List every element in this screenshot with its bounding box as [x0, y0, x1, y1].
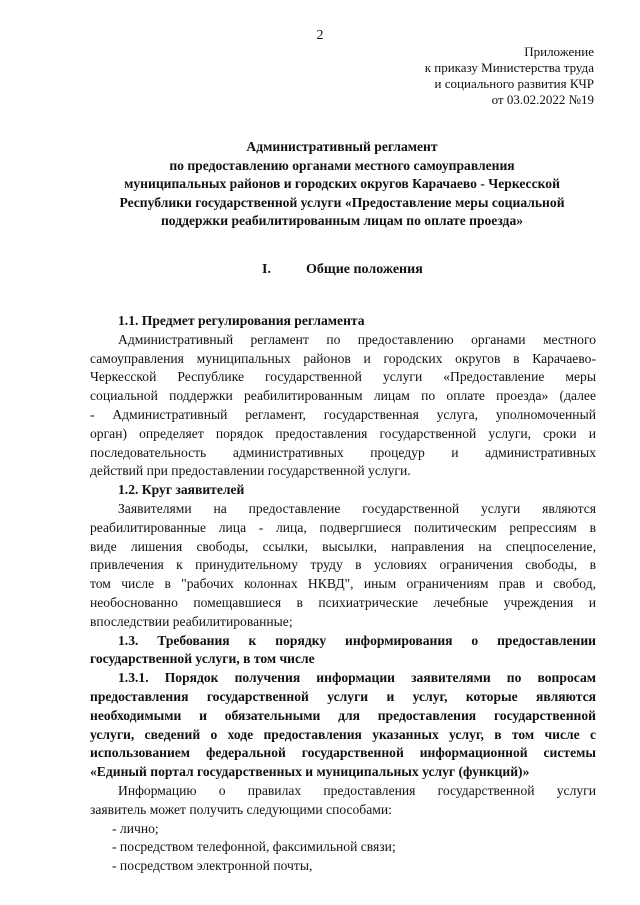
appendix-line: от 03.02.2022 №19 — [491, 92, 594, 107]
paragraph-line: действий при предоставлении государственной услуги. — [90, 463, 411, 479]
list-item: - посредством электронной почты, — [112, 858, 313, 874]
paragraph-line: заявитель может получить следующими способами: — [90, 801, 392, 817]
section-1-1 — [90, 312, 596, 876]
subsection-heading: государственной услуги, в том числе — [90, 651, 315, 667]
paragraph-line: Заявителями на предоставление государственной услуги являются — [118, 500, 596, 516]
document-title — [92, 138, 592, 231]
section-number: I. — [262, 262, 271, 277]
title-line: Республики государственной услуги «Предоставление меры социальной — [119, 194, 565, 210]
title-line: по предоставлению органами местного самоуправления — [169, 157, 515, 173]
subsection-heading: использованием федеральной государственной информационной системы — [90, 745, 596, 761]
subsection-heading: 1.3.1. Порядок получения информации заявителями по вопросам — [118, 670, 596, 686]
paragraph-line: самоуправления муниципальных районов и городских округов в Карачаево- — [90, 350, 596, 366]
subsection-heading: предоставления государственной услуги и услуг, которые являются — [90, 688, 596, 704]
paragraph-line: необоснованно помещавшиеся в психиатрические лечебные учреждения и — [90, 594, 596, 610]
list-item: - посредством телефонной, факсимильной связи; — [112, 839, 396, 855]
title-line: поддержки реабилитированным лицам по оплате проезда» — [160, 213, 524, 228]
paragraph-line: последовательность административных процедур и административных — [90, 444, 596, 460]
paragraph-line: том числе в "рабочих колоннах НКВД", иным ограничениям прав и свобод, — [90, 576, 596, 592]
paragraph-line: впоследствии реабилитированные; — [90, 613, 293, 629]
subsection-heading: услуги, сведений о ходе предоставления указанных услуг, в том числе с — [90, 726, 596, 742]
subsection-heading: 1.2. Круг заявителей — [118, 482, 245, 498]
paragraph-line: орган) определяет порядок предоставления государственной услуги, сроки и — [90, 425, 596, 441]
paragraph-line: Черкесской Республике государственной услуги «Предоставление меры — [90, 369, 596, 385]
subsection-heading: «Единый портал государственных и муниципальных услуг (функций)» — [90, 764, 530, 780]
title-line: муниципальных районов и городских округов Карачаево - Черкесской — [124, 176, 560, 191]
section-title: Общие положения — [306, 262, 423, 277]
appendix-block — [425, 44, 594, 108]
paragraph-line: социальной поддержки реабилитированным лицам по оплате проезда» (далее — [90, 388, 596, 404]
appendix-line: к приказу Министерства труда — [424, 60, 594, 75]
subsection-heading: 1.3. Требования к порядку информирования о предоставлении — [118, 632, 596, 648]
subsection-heading: 1.1. Предмет регулирования регламента — [118, 313, 365, 328]
paragraph-line: - Административный регламент, государственная услуга, уполномоченный — [90, 406, 596, 422]
paragraph-line: привлечения к принудительному труду в условиях ограничения свободы, в — [90, 557, 596, 573]
appendix-line: Приложение — [524, 44, 594, 59]
page-number: 2 — [316, 28, 324, 43]
list-item: - лично; — [112, 820, 159, 836]
paragraph-line: Информацию о правилах предоставления государственной услуги — [118, 782, 596, 798]
paragraph-line: реабилитированные лица - лица, подвергшиеся политическим репрессиям в — [90, 519, 596, 535]
section-heading — [262, 262, 423, 278]
subsection-heading: необходимыми и обязательными для предоставления государственной — [90, 707, 596, 723]
appendix-line: и социального развития КЧР — [434, 76, 594, 91]
title-line: Административный регламент — [246, 139, 438, 154]
paragraph-line: Административный регламент по предоставлению органами местного — [118, 331, 596, 347]
paragraph-line: виде лишения свободы, ссылки, высылки, направления на спецпоселение, — [90, 538, 596, 554]
